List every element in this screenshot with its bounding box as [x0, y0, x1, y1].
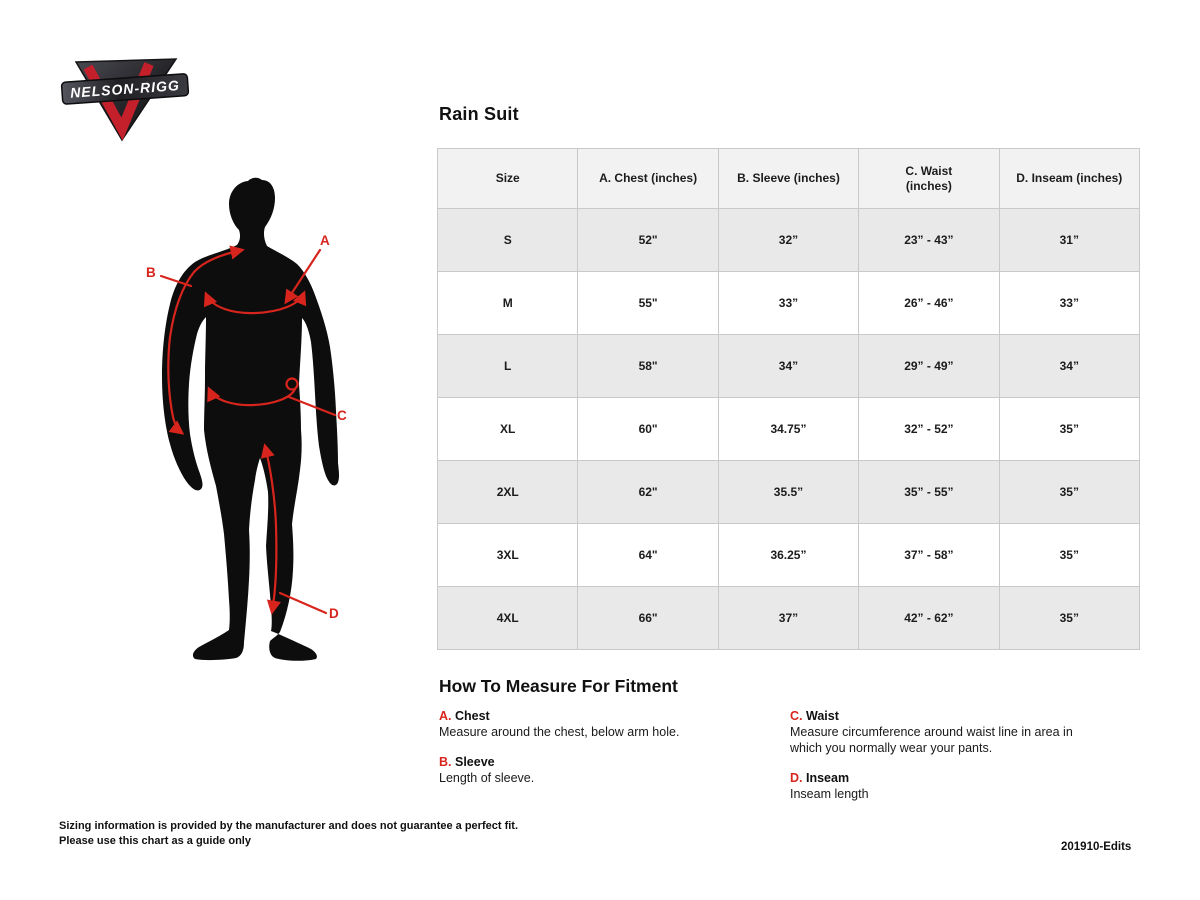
- figure-label-b: B: [146, 265, 156, 280]
- column-header-size: Size: [438, 149, 578, 209]
- measure-key: A.: [439, 709, 452, 723]
- inseam-cell: 31”: [999, 209, 1139, 272]
- table-row: [438, 335, 1140, 398]
- page-title: Rain Suit: [439, 104, 519, 124]
- table-row: [438, 209, 1140, 272]
- measure-key: B.: [439, 755, 452, 769]
- document-code: 201910-Edits: [1061, 841, 1132, 853]
- inseam-cell: 34”: [999, 335, 1139, 398]
- measure-key: D.: [790, 771, 803, 785]
- inseam-cell: 33”: [999, 272, 1139, 335]
- column-header-inseam: D. Inseam (inches): [999, 149, 1139, 209]
- size-cell: S: [438, 209, 578, 272]
- size-cell: 3XL: [438, 524, 578, 587]
- measurement-figure: [140, 153, 360, 665]
- figure-label-c: C: [337, 408, 347, 423]
- measure-name: Chest: [454, 709, 490, 723]
- waist-cell: 42” - 62”: [859, 587, 999, 650]
- size-cell: L: [438, 335, 578, 398]
- waist-cell: 23” - 43”: [859, 209, 999, 272]
- waist-cell: 37” - 58”: [859, 524, 999, 587]
- sleeve-cell: 35.5”: [718, 461, 858, 524]
- inseam-cell: 35”: [999, 587, 1139, 650]
- waist-cell: 26” - 46”: [859, 272, 999, 335]
- sizing-disclaimer: [59, 819, 518, 849]
- table-row: [438, 272, 1140, 335]
- nelson-rigg-logo-graphic: [58, 50, 190, 142]
- measure-name: Waist: [805, 709, 839, 723]
- size-cell: 4XL: [438, 587, 578, 650]
- size-cell: XL: [438, 398, 578, 461]
- how-to-measure-section: [439, 676, 1139, 817]
- disclaimer-line-2: Please use this chart as a guide only: [59, 835, 251, 847]
- measure-item-sleeve: [439, 755, 790, 786]
- measure-key: C.: [790, 709, 803, 723]
- table-row: [438, 461, 1140, 524]
- inseam-cell: 35”: [999, 461, 1139, 524]
- size-cell: M: [438, 272, 578, 335]
- sleeve-cell: 33”: [718, 272, 858, 335]
- column-header-chest: A. Chest (inches): [578, 149, 718, 209]
- inseam-cell: 35”: [999, 524, 1139, 587]
- measure-item-waist: [790, 709, 1106, 756]
- measure-description: Measure around the chest, below arm hole.: [439, 725, 680, 739]
- measure-description: Measure circumference around waist line in area in which you normally wear your pants.: [790, 725, 1073, 755]
- measure-name: Sleeve: [454, 755, 495, 769]
- logo-brand-text: NELSON-RIGG: [69, 77, 181, 101]
- inseam-cell: 35”: [999, 398, 1139, 461]
- chest-cell: 62": [578, 461, 718, 524]
- column-header-waist: C. Waist (inches): [859, 149, 999, 209]
- sleeve-cell: 37”: [718, 587, 858, 650]
- chest-cell: 52": [578, 209, 718, 272]
- sleeve-cell: 34”: [718, 335, 858, 398]
- body-silhouette-diagram: [140, 153, 360, 665]
- table-row: [438, 398, 1140, 461]
- waist-cell: 35” - 55”: [859, 461, 999, 524]
- waist-cell: 32” - 52”: [859, 398, 999, 461]
- waist-cell: 29” - 49”: [859, 335, 999, 398]
- chest-cell: 66": [578, 587, 718, 650]
- measure-description: Inseam length: [790, 787, 869, 801]
- sleeve-cell: 36.25”: [718, 524, 858, 587]
- man-silhouette: [162, 178, 339, 661]
- column-header-sleeve: B. Sleeve (inches): [718, 149, 858, 209]
- measure-item-chest: [439, 709, 790, 740]
- disclaimer-line-1: Sizing information is provided by the manufacturer and does not guarantee a perfect fit.: [59, 820, 519, 832]
- figure-label-d: D: [329, 606, 339, 621]
- measure-description: Length of sleeve.: [439, 771, 535, 785]
- measure-item-inseam: [790, 771, 1106, 802]
- table-header-row: [438, 149, 1140, 209]
- chest-cell: 58": [578, 335, 718, 398]
- logo-banner: [61, 74, 188, 105]
- chest-cell: 55": [578, 272, 718, 335]
- sleeve-cell: 34.75”: [718, 398, 858, 461]
- how-to-measure-title: How To Measure For Fitment: [439, 676, 678, 696]
- chest-cell: 60": [578, 398, 718, 461]
- figure-label-a: A: [320, 233, 330, 248]
- size-table: [437, 148, 1140, 650]
- table-row: [438, 524, 1140, 587]
- measure-name: Inseam: [805, 771, 850, 785]
- sleeve-cell: 32”: [718, 209, 858, 272]
- nelson-rigg-logo: [58, 50, 190, 142]
- size-cell: 2XL: [438, 461, 578, 524]
- chest-cell: 64": [578, 524, 718, 587]
- table-row: [438, 587, 1140, 650]
